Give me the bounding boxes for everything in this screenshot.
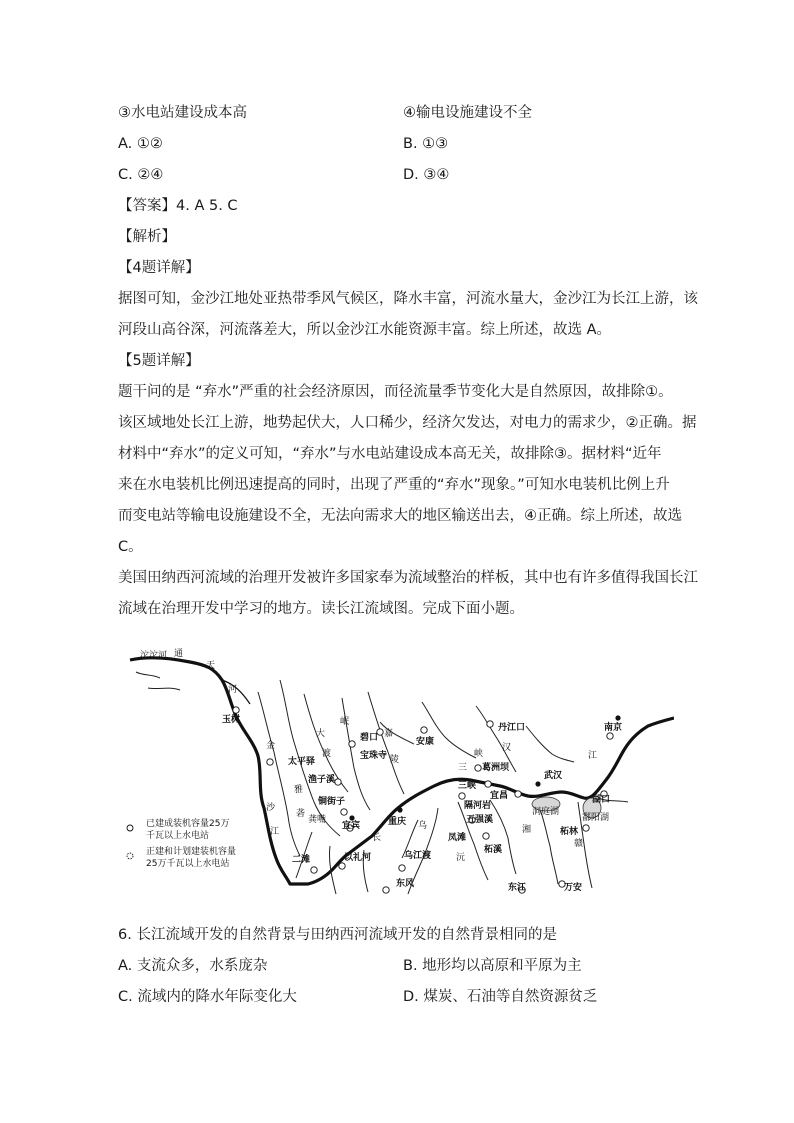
q5-detail-line: 该区域地处长江上游，地势起伏大，人口稀少，经济欠发达，对电力的需求少，②正确。据 — [118, 415, 697, 431]
label-river: 江 — [588, 751, 598, 761]
label-river: 陵 — [390, 755, 400, 765]
label-river: 雅 — [294, 785, 304, 795]
label-dongjiang: 东江 — [508, 883, 527, 893]
q5-detail-line: 来在水电装机比例迅速提高的同时，出现了严重的“弃水”现象。”可知水电装机比例上升 — [118, 477, 670, 493]
label-river: 乌 — [418, 821, 428, 831]
label-zhexi: 柘溪 — [484, 845, 503, 855]
label-bikou: 碧口 — [360, 733, 379, 743]
label-river: 大 — [316, 729, 326, 739]
q5-detail-line: 题干问的是 “弃水”严重的社会经济原因，而径流量季节变化大是自然原因，故排除①。 — [118, 384, 673, 400]
label-yushu: 玉树 — [222, 715, 241, 725]
place-labels — [222, 713, 622, 893]
label-river: 渡 — [322, 749, 332, 759]
label-wujiangdu: 乌江渡 — [404, 851, 432, 861]
label-river: 长 — [372, 833, 382, 843]
label-wuqiangxi: 五强溪 — [466, 815, 494, 825]
q4-detail-line: 据图可知，金沙江地处亚热带季风气候区，降水丰富，河流水量大，金沙江为长江上游，该 — [118, 291, 698, 307]
option-4: ④输电设施建设不全 — [403, 105, 532, 121]
choice-c: C. ②④ — [118, 167, 164, 183]
q6-choice-a: A. 支流众多，水系庞杂 — [118, 958, 268, 974]
label-gongzui: 龚嘴 — [308, 815, 327, 825]
label-river: 三 — [458, 763, 468, 773]
legend-planned: 25万千瓦以上水电站 — [146, 859, 230, 869]
q6-choice-d: D. 煤炭、石油等自然资源贫乏 — [403, 989, 598, 1005]
label-taipingyi: 太平驿 — [288, 757, 316, 767]
label-river: 汉 — [502, 743, 512, 753]
label-tuotuo: 沱沱河 — [140, 651, 168, 661]
answer-line: 【答案】4. A 5. C — [118, 198, 238, 214]
label-geheyan: 隔河岩 — [464, 801, 492, 811]
map-svg — [118, 632, 674, 914]
label-river: 嘉 — [384, 729, 394, 739]
legend-built-icon — [127, 825, 133, 831]
label-river: 通 — [174, 649, 184, 659]
label-fengtan: 凤滩 — [448, 833, 467, 843]
legend-built: 千瓦以上水电站 — [146, 831, 210, 841]
label-gezhouba: 葛洲坝 — [482, 763, 510, 773]
label-river: 沙 — [266, 803, 276, 813]
intro-line: 美国田纳西河流域的治理开发被许多国家奉为流域整治的样板，其中也有许多值得我国长江 — [118, 570, 698, 586]
choice-b: B. ①③ — [403, 136, 449, 152]
legend-built: 已建成装机容量25万 — [146, 819, 230, 829]
label-tongjiezi: 铜街子 — [318, 797, 346, 807]
label-yuzixi: 渔子溪 — [308, 775, 336, 785]
option-3: ③水电站建设成本高 — [118, 105, 247, 121]
label-dongfeng: 东风 — [396, 879, 415, 889]
label-river: 峡 — [474, 749, 484, 759]
label-river: 砻 — [296, 809, 306, 819]
yangtze-basin-map — [118, 632, 674, 914]
label-sanxia: 三峡 — [458, 781, 477, 791]
label-river: 江 — [270, 827, 280, 837]
label-nanjing: 南京 — [604, 723, 623, 733]
label-ankang: 安康 — [416, 737, 435, 747]
legend-planned: 正建和计划建装机容量 — [146, 847, 237, 857]
label-wanan: 万安 — [564, 883, 583, 893]
label-river: 岷 — [340, 717, 350, 727]
label-baozhusi: 宝珠寺 — [360, 751, 388, 761]
q6-choice-b: B. 地形均以高原和平原为主 — [403, 958, 582, 974]
q6-stem: 6. 长江流域开发的自然背景与田纳西河流域开发的自然背景相同的是 — [118, 927, 557, 943]
analysis-heading: 【解析】 — [118, 229, 176, 245]
label-danjiangkou: 丹江口 — [498, 723, 526, 733]
q6-choice-c: C. 流域内的降水年际变化大 — [118, 989, 297, 1005]
label-hukou: 湖口 — [592, 795, 611, 805]
label-river: 沅 — [456, 853, 466, 863]
label-river: 天 — [206, 661, 216, 671]
q5-detail-line: 而变电站等输电设施建设不全，无法向需求大的地区输送出去，④正确。综上所述，故选 — [118, 508, 682, 524]
q5-detail-line: 材料中“弃水”的定义可知，“弃水”与水电站建设成本高无关，故排除③。据材料“近年 — [118, 446, 662, 462]
label-river: 河 — [228, 685, 238, 695]
label-ertan: 二滩 — [292, 855, 311, 865]
label-river: 赣 — [574, 839, 584, 849]
q4-detail-line: 河段山高谷深，河流落差大，所以金沙江水能资源丰富。综上所述，故选 A。 — [118, 322, 612, 338]
label-river: 金 — [266, 741, 276, 751]
intro-line: 流域在治理开发中学习的地方。读长江流域图。完成下面小题。 — [118, 601, 524, 617]
label-yibin: 宜宾 — [342, 821, 361, 831]
choice-d: D. ③④ — [403, 167, 450, 183]
legend-planned-icon — [127, 853, 133, 859]
label-river: 湘 — [522, 825, 532, 835]
label-yilihe: 以礼河 — [344, 853, 372, 863]
label-dongtinghu: 洞庭湖 — [532, 807, 560, 817]
label-poyanghu: 鄱阳湖 — [582, 813, 610, 823]
q5-detail-heading: 【5题详解】 — [118, 353, 200, 369]
q5-detail-line: C。 — [118, 539, 143, 555]
label-yichang: 宜昌 — [490, 791, 509, 801]
label-zhelin: 柘林 — [560, 827, 579, 837]
map-legend — [127, 817, 236, 869]
label-wuhan: 武汉 — [544, 771, 563, 781]
choice-a: A. ①② — [118, 136, 163, 152]
q4-detail-heading: 【4题详解】 — [118, 260, 200, 276]
label-chongqing: 重庆 — [388, 817, 407, 827]
